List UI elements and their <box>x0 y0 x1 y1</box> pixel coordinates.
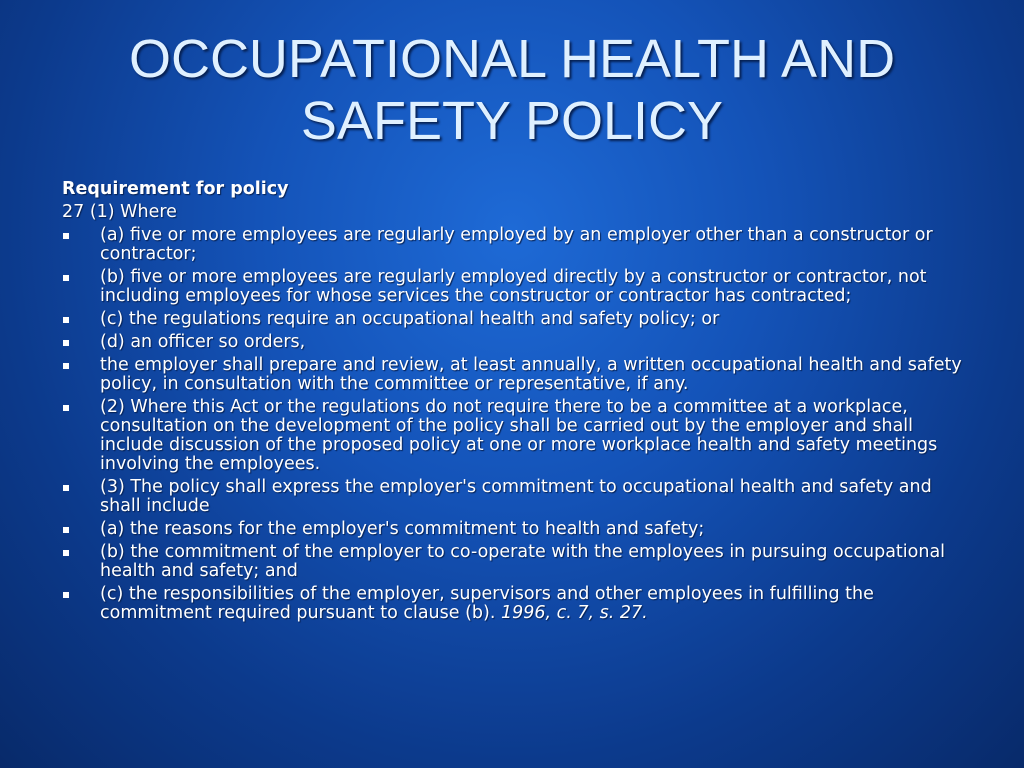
list-item <box>62 398 962 474</box>
list-item-text: (2) Where this Act or the regulations do not require there to be a committee at a workplace, consultation on the development of the policy shall be carried out by the employer and shall include discussion of the proposed policy at one or more workplace health and safety meetings involving the employees. <box>100 397 938 474</box>
list-item-text: (a) the reasons for the employer's commitment to health and safety; <box>100 519 705 539</box>
square-bullet-icon <box>63 363 69 369</box>
title-line-2: SAFETY POLICY <box>300 91 724 151</box>
list-item-text: (b) five or more employees are regularly employed directly by a constructor or contractor, not including employees for whose services the constructor or contractor has contracted; <box>100 267 927 306</box>
list-item-text: (c) the regulations require an occupational health and safety policy; or <box>100 309 720 329</box>
square-bullet-icon <box>63 550 69 556</box>
list-item <box>62 310 962 329</box>
list-item-text: (c) the responsibilities of the employer, supervisors and other employees in fulfilling the commitment required pursuant to clause (b). <box>100 584 874 623</box>
list-item <box>62 226 962 264</box>
bullet-list <box>62 226 962 623</box>
square-bullet-icon <box>63 592 69 598</box>
section-intro: 27 (1) Where <box>62 202 177 222</box>
title-line-1: OCCUPATIONAL HEALTH AND <box>128 29 896 89</box>
list-item-text: (a) five or more employees are regularly employed by an employer other than a constructor or contractor; <box>100 225 933 264</box>
statute-citation: 1996, c. 7, s. 27. <box>500 603 648 623</box>
list-item <box>62 356 962 394</box>
list-item <box>62 520 962 539</box>
section-heading: Requirement for policy <box>62 179 289 199</box>
list-item <box>62 585 962 623</box>
square-bullet-icon <box>63 485 69 491</box>
list-item <box>62 478 962 516</box>
square-bullet-icon <box>63 317 69 323</box>
slide-title <box>60 28 964 152</box>
slide-content <box>62 180 962 627</box>
list-item <box>62 543 962 581</box>
square-bullet-icon <box>63 275 69 281</box>
square-bullet-icon <box>63 527 69 533</box>
square-bullet-icon <box>63 340 69 346</box>
square-bullet-icon <box>63 233 69 239</box>
list-item <box>62 333 962 352</box>
list-item-text: (3) The policy shall express the employer's commitment to occupational health and safety and shall include <box>100 477 932 516</box>
list-item-text: (d) an officer so orders, <box>100 332 306 352</box>
square-bullet-icon <box>63 405 69 411</box>
list-item-text: (b) the commitment of the employer to co-operate with the employees in pursuing occupational health and safety; and <box>100 542 946 581</box>
list-item <box>62 268 962 306</box>
list-item-text: the employer shall prepare and review, at least annually, a written occupational health and safety policy, in consultation with the committee or representative, if any. <box>100 355 962 394</box>
